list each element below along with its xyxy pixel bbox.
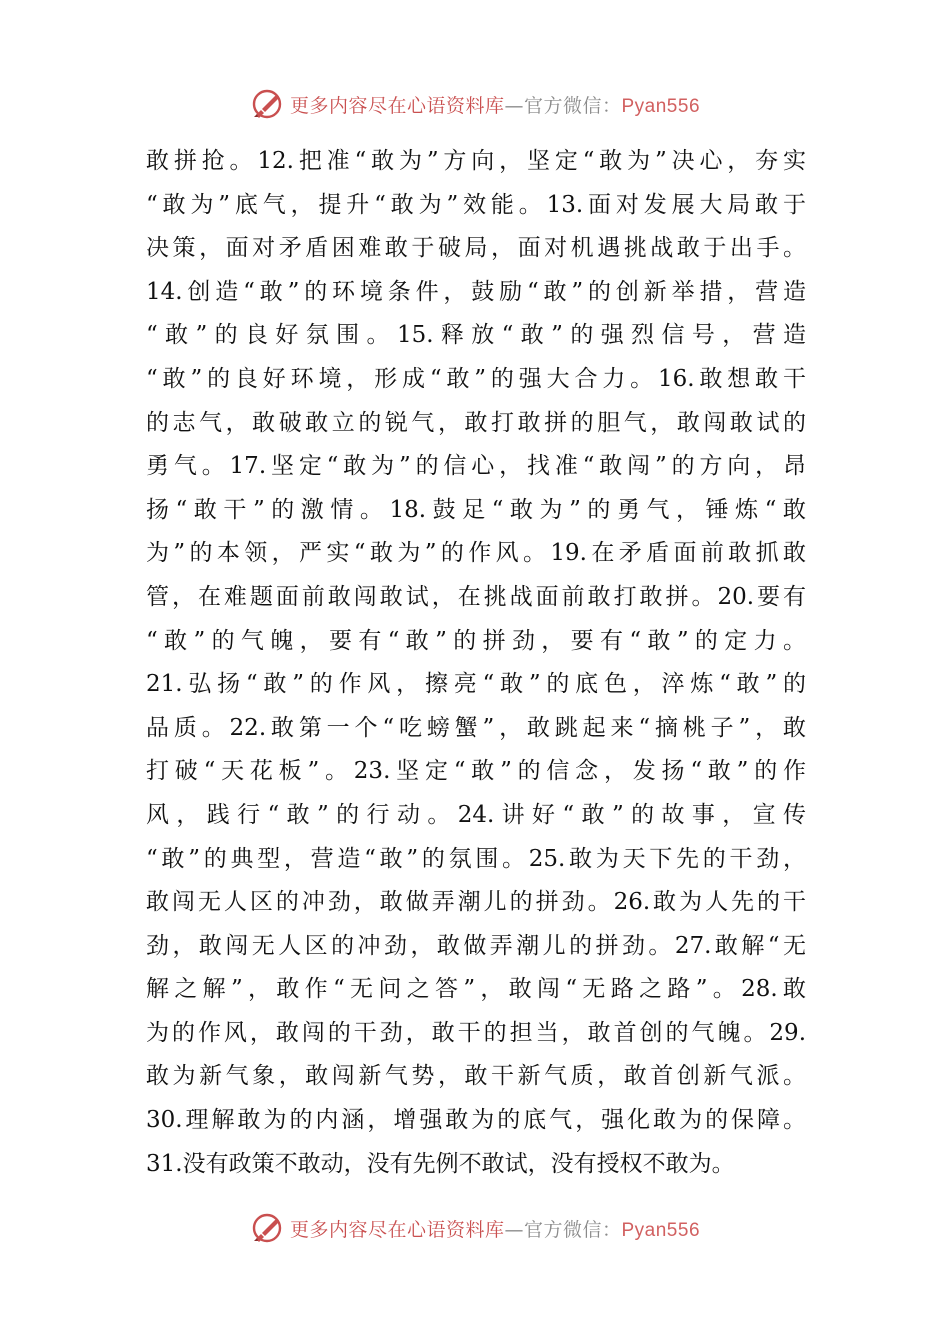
text-line: “敢”的典型，营造“敢”的氛围。25.敢为天下先的干劲，	[146, 845, 806, 872]
text-line: 管，在难题面前敢闯敢试，在挑战面前敢打敢拼。20.要有	[146, 583, 806, 610]
text-line: 21.弘扬“敢”的作风，擦亮“敢”的底色，淬炼“敢”的	[146, 671, 806, 698]
header-banner-text	[290, 91, 700, 118]
text-line: “敢”的良好环境，形成“敢”的强大合力。16.敢想敢干	[146, 365, 806, 392]
text-line: 为的作风，敢闯的干劲，敢干的担当，敢首创的气魄。29.	[146, 1019, 806, 1046]
footer-account: Pyan556	[621, 1219, 701, 1241]
text-line: 品质。22.敢第一个“吃螃蟹”，敢跳起来“摘桃子”，敢	[146, 714, 806, 741]
footer-site-name: 更多内容尽在心语资料库	[289, 1218, 505, 1241]
text-line: 决策，面对矛盾困难敢于破局，面对机遇挑战敢于出手。	[146, 235, 806, 262]
text-line: “敢”的气魄，要有“敢”的拼劲，要有“敢”的定力。	[146, 627, 806, 654]
pen-circle-logo-icon	[250, 87, 284, 121]
text-line: “敢为”底气，提升“敢为”效能。13.面对发展大局敢于	[146, 191, 806, 218]
text-line: 敢拼抢。12.把准“敢为”方向，坚定“敢为”决心，夯实	[146, 148, 806, 174]
text-line: 勇气。17.坚定“敢为”的信心，找准“敢闯”的方向，昂	[146, 453, 806, 480]
text-line: 风，践行“敢”的行动。24.讲好“敢”的故事，宣传	[146, 801, 806, 828]
footer-banner-text	[290, 1215, 700, 1242]
footer-separator: —	[504, 1218, 524, 1241]
text-line: 31.没有政策不敢动，没有先例不敢试，没有授权不敢为。	[146, 1150, 735, 1177]
footer-banner	[0, 1208, 950, 1248]
text-line: 14.创造“敢”的环境条件，鼓励“敢”的创新举措，营造	[146, 278, 806, 305]
text-line: 敢为新气象，敢闯新气势，敢干新气质，敢首创新气派。	[146, 1063, 806, 1090]
text-line: 的志气，敢破敢立的锐气，敢打敢拼的胆气，敢闯敢试的	[146, 409, 806, 436]
text-line: 解之解”，敢作“无问之答”，敢闯“无路之路”。28.敢	[146, 976, 806, 1003]
header-banner	[0, 84, 950, 124]
text-line: 扬“敢干”的激情。18.鼓足“敢为”的勇气，锤炼“敢	[146, 496, 806, 523]
text-line: 打破“天花板”。23.坚定“敢”的信念，发扬“敢”的作	[146, 758, 806, 785]
header-separator: —	[504, 94, 524, 117]
header-site-name: 更多内容尽在心语资料库	[289, 94, 505, 117]
document-body	[146, 140, 806, 1186]
text-line: 为”的本领，严实“敢为”的作风。19.在矛盾面前敢抓敢	[146, 540, 806, 567]
text-line: 劲，敢闯无人区的冲劲，敢做弄潮儿的拼劲。27.敢解“无	[146, 932, 806, 959]
header-official-label: 官方微信：	[523, 94, 622, 117]
text-line: “敢”的良好氛围。15.释放“敢”的强烈信号，营造	[146, 322, 806, 349]
footer-official-label: 官方微信：	[523, 1218, 622, 1241]
pen-circle-logo-icon	[250, 1211, 284, 1245]
text-line: 30.理解敢为的内涵，增强敢为的底气，强化敢为的保障。	[146, 1107, 806, 1134]
text-line: 敢闯无人区的冲劲，敢做弄潮儿的拼劲。26.敢为人先的干	[146, 889, 806, 916]
header-account: Pyan556	[621, 95, 701, 117]
